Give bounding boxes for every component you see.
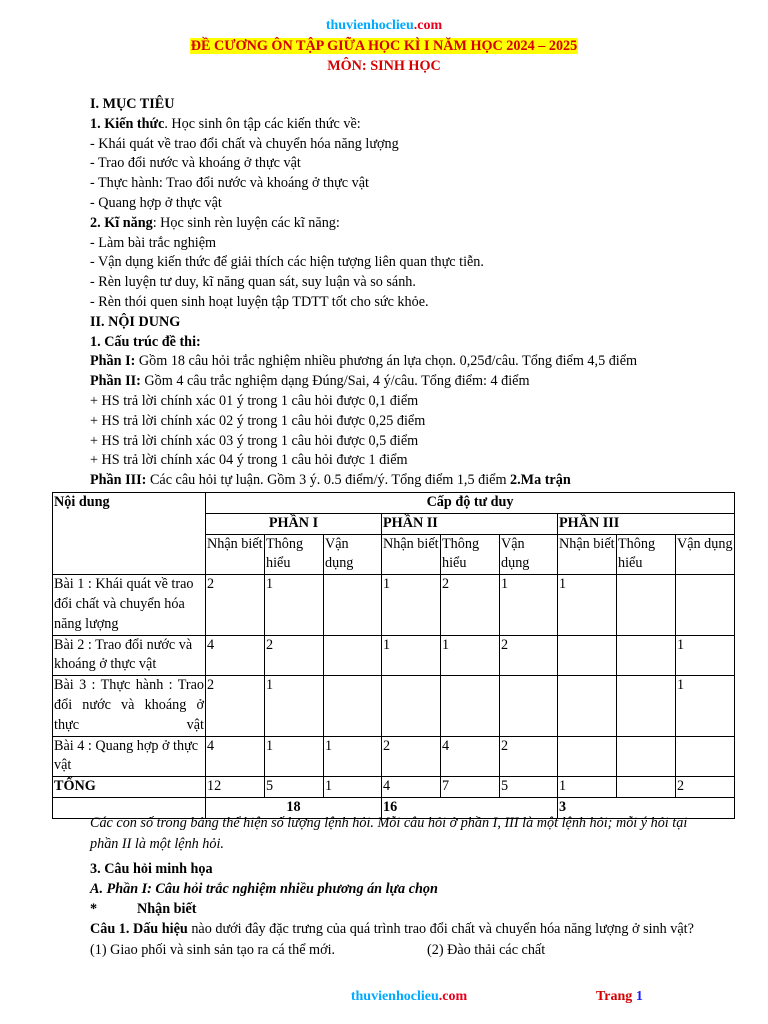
matrix-cell: 1: [676, 676, 735, 736]
table-row: [53, 575, 735, 635]
part2-item: + HS trả lời chính xác 01 ý trong 1 câu hỏi được 0,1 điểm: [90, 392, 419, 409]
matrix-cell: 2: [206, 575, 265, 635]
matrix-cell: [500, 676, 558, 736]
matrix-row-name: Bài 4 : Quang hợp ở thực vật: [53, 736, 206, 777]
matrix-part-total: 16: [382, 797, 558, 818]
matrix-cell: [617, 635, 676, 676]
matrix-level: Vận dụng: [324, 534, 382, 575]
part2-item: + HS trả lời chính xác 04 ý trong 1 câu hỏi được 1 điểm: [90, 452, 408, 469]
matrix-header-part: PHẦN II: [382, 513, 558, 534]
matrix-row-name: Bài 2 : Trao đổi nước và khoáng ở thực vật: [53, 635, 206, 676]
knowledge-line: [90, 115, 702, 135]
matrix-cell: 1: [382, 575, 441, 635]
matrix-level: Thông hiểu: [441, 534, 500, 575]
level-heading-line: [90, 900, 712, 920]
matrix-cell: 2: [500, 635, 558, 676]
skills-item: - Làm bài trắc nghiệm: [90, 234, 217, 251]
matrix-heading: 2.Ma trận: [510, 472, 571, 489]
matrix-cell: 1: [265, 575, 324, 635]
knowledge-item: - Khái quát về trao đổi chất và chuyển hóa năng lượng: [90, 135, 399, 152]
question-1-option: (2) Đào thải các chất: [427, 942, 546, 959]
part2-label: Phần II:: [90, 373, 141, 390]
matrix-cell: 1: [441, 635, 500, 676]
matrix-cell: 1: [324, 736, 382, 777]
page-label: Trang: [596, 989, 636, 1004]
matrix-note: Các con số trong bảng thể hiện số lượng lệnh hỏi. Mỗi câu hỏi ở phần I, III là một lệnh hỏi; mỗi ý hỏi tại phần II là một lệnh hỏi.: [90, 815, 688, 852]
matrix-cell: [324, 635, 382, 676]
skills-item: - Vận dụng kiến thức để giải thích các hiện tượng liên quan thực tiễn.: [90, 254, 484, 271]
document-title-text: ĐỀ CƯƠNG ÔN TẬP GIỮA HỌC KÌ I NĂM HỌC 2024 – 2025: [190, 38, 578, 54]
matrix-level: Vận dụng: [676, 534, 735, 575]
matrix-cell: 1: [558, 575, 617, 635]
illustrative-questions: [90, 813, 712, 961]
matrix-cell: [441, 676, 500, 736]
part2-text: Gồm 4 câu trắc nghiệm dạng Đúng/Sai, 4 ý/câu. Tổng điểm: 4 điểm: [140, 373, 530, 390]
part3-label: Phần III:: [90, 472, 147, 489]
matrix-total-cell: 4: [382, 777, 441, 798]
matrix-cell: 4: [206, 635, 265, 676]
matrix-cell: [617, 575, 676, 635]
matrix-level: Nhận biết: [206, 534, 265, 575]
section-1-heading: I. MỤC TIÊU: [90, 96, 175, 112]
matrix-cell: 1: [676, 635, 735, 676]
question-1-label: Câu 1. Dấu hiệu: [90, 921, 188, 938]
matrix-header-content: Nội dung: [53, 493, 206, 575]
knowledge-label: 1. Kiến thức: [90, 115, 165, 132]
knowledge-item: - Quang hợp ở thực vật: [90, 194, 222, 211]
table-row: [53, 635, 735, 676]
skills-text: : Học sinh rèn luyện các kĩ năng:: [152, 214, 340, 231]
matrix-cell: 2: [382, 736, 441, 777]
matrix-total-cell: 7: [441, 777, 500, 798]
objectives-and-content: [90, 95, 702, 491]
matrix-level: Thông hiểu: [617, 534, 676, 575]
part2-item: + HS trả lời chính xác 03 ý trong 1 câu hỏi được 0,5 điểm: [90, 432, 419, 449]
header-site-name: [0, 18, 768, 34]
matrix-part-total: 18: [206, 797, 382, 818]
question-1-text: nào dưới đây đặc trưng của quá trình trao đổi chất và chuyển hóa năng lượng ở sinh vật?: [187, 921, 694, 938]
page-number: [596, 989, 643, 1005]
part3-text: Các câu hỏi tự luận. Gồm 3 ý. 0.5 điểm/ý. Tổng điểm 1,5 điểm: [146, 472, 511, 489]
question-1-options: [90, 941, 712, 961]
footer-site-name: [0, 989, 768, 1005]
matrix-part-total: 3: [558, 797, 735, 818]
knowledge-item: - Thực hành: Trao đổi nước và khoáng ở thực vật: [90, 175, 369, 192]
knowledge-text: . Học sinh ôn tập các kiến thức về:: [164, 115, 361, 132]
matrix-cell: [324, 575, 382, 635]
matrix-total-cell: 1: [324, 777, 382, 798]
matrix-header-level: Cấp độ tư duy: [206, 493, 735, 514]
part-a-heading: A. Phần I: Câu hỏi trắc nghiệm nhiều phương án lựa chọn: [90, 880, 438, 897]
matrix-level: Nhận biết: [382, 534, 441, 575]
document-subject: MÔN: SINH HỌC: [327, 58, 441, 74]
matrix-cell: [617, 736, 676, 777]
matrix-total-cell: 5: [500, 777, 558, 798]
part1-label: Phần I:: [90, 353, 136, 370]
matrix-total-cell: 2: [676, 777, 735, 798]
document-title: [0, 38, 768, 55]
matrix-cell: [617, 676, 676, 736]
questions-heading: 3. Câu hỏi minh họa: [90, 861, 213, 877]
matrix-level: Thông hiểu: [265, 534, 324, 575]
skills-label: 2. Kĩ năng: [90, 214, 153, 231]
part1-line: [90, 352, 702, 372]
knowledge-item: - Trao đổi nước và khoáng ở thực vật: [90, 155, 301, 172]
matrix-cell: [676, 736, 735, 777]
question-1-option: (1) Giao phối và sinh sản tạo ra cá thể mới.: [90, 942, 336, 959]
matrix-cell: [558, 676, 617, 736]
matrix-cell: [676, 575, 735, 635]
matrix-cell: [558, 635, 617, 676]
table-row: [53, 736, 735, 777]
level-bullet: *: [90, 900, 98, 917]
table-row: [53, 676, 735, 736]
matrix-header-part: PHẦN I: [206, 513, 382, 534]
page-number-value: 1: [635, 989, 643, 1004]
matrix-cell: [558, 736, 617, 777]
matrix-row-name: Bài 3 : Thực hành : Trao đổi nước và khoáng ở thực vật: [53, 676, 206, 736]
site-name: thuvienhoclieu: [325, 18, 414, 33]
matrix-cell: 4: [206, 736, 265, 777]
assessment-matrix-table: [52, 492, 735, 819]
part3-line: [90, 471, 702, 491]
matrix-cell: 2: [265, 635, 324, 676]
footer-site-tld: .com: [438, 989, 468, 1004]
skills-item: - Rèn luyện tư duy, kĩ năng quan sát, suy luận và so sánh.: [90, 274, 416, 291]
matrix-total-cell: [617, 777, 676, 798]
matrix-cell: 1: [500, 575, 558, 635]
footer-site: thuvienhoclieu: [350, 989, 439, 1004]
matrix-level: Nhận biết: [558, 534, 617, 575]
section-2-heading: II. NỘI DUNG: [90, 313, 181, 330]
matrix-cell: 1: [265, 676, 324, 736]
matrix-cell: 4: [441, 736, 500, 777]
part2-item: + HS trả lời chính xác 02 ý trong 1 câu hỏi được 0,25 điểm: [90, 412, 426, 429]
matrix-header-part: PHẦN III: [558, 513, 735, 534]
matrix-total-cell: 12: [206, 777, 265, 798]
matrix-cell: 1: [265, 736, 324, 777]
matrix-level: Vận dụng: [500, 534, 558, 575]
matrix-total-label: TỔNG: [53, 777, 206, 798]
skills-item: - Rèn thói quen sinh hoạt luyện tập TDTT tốt cho sức khỏe.: [90, 293, 429, 310]
matrix-cell: 2: [206, 676, 265, 736]
matrix-cell: 2: [500, 736, 558, 777]
part1-text: Gồm 18 câu hỏi trắc nghiệm nhiều phương án lựa chọn. 0,25đ/câu. Tổng điểm 4,5 điểm: [135, 353, 638, 370]
structure-heading: 1. Cấu trúc đề thi:: [90, 333, 201, 350]
question-1: [90, 919, 712, 939]
part2-line: [90, 372, 702, 392]
matrix-cell: [324, 676, 382, 736]
matrix-row-name: Bài 1 : Khái quát về trao đổi chất và chuyển hóa năng lượng: [53, 575, 206, 635]
skills-line: [90, 214, 702, 234]
matrix-cell: 2: [441, 575, 500, 635]
matrix-cell: [382, 676, 441, 736]
table-row: [53, 777, 735, 798]
matrix-total-cell: 1: [558, 777, 617, 798]
matrix-total-cell: 5: [265, 777, 324, 798]
site-tld: .com: [413, 18, 443, 33]
matrix-cell: 1: [382, 635, 441, 676]
level-heading: Nhận biết: [137, 900, 197, 917]
